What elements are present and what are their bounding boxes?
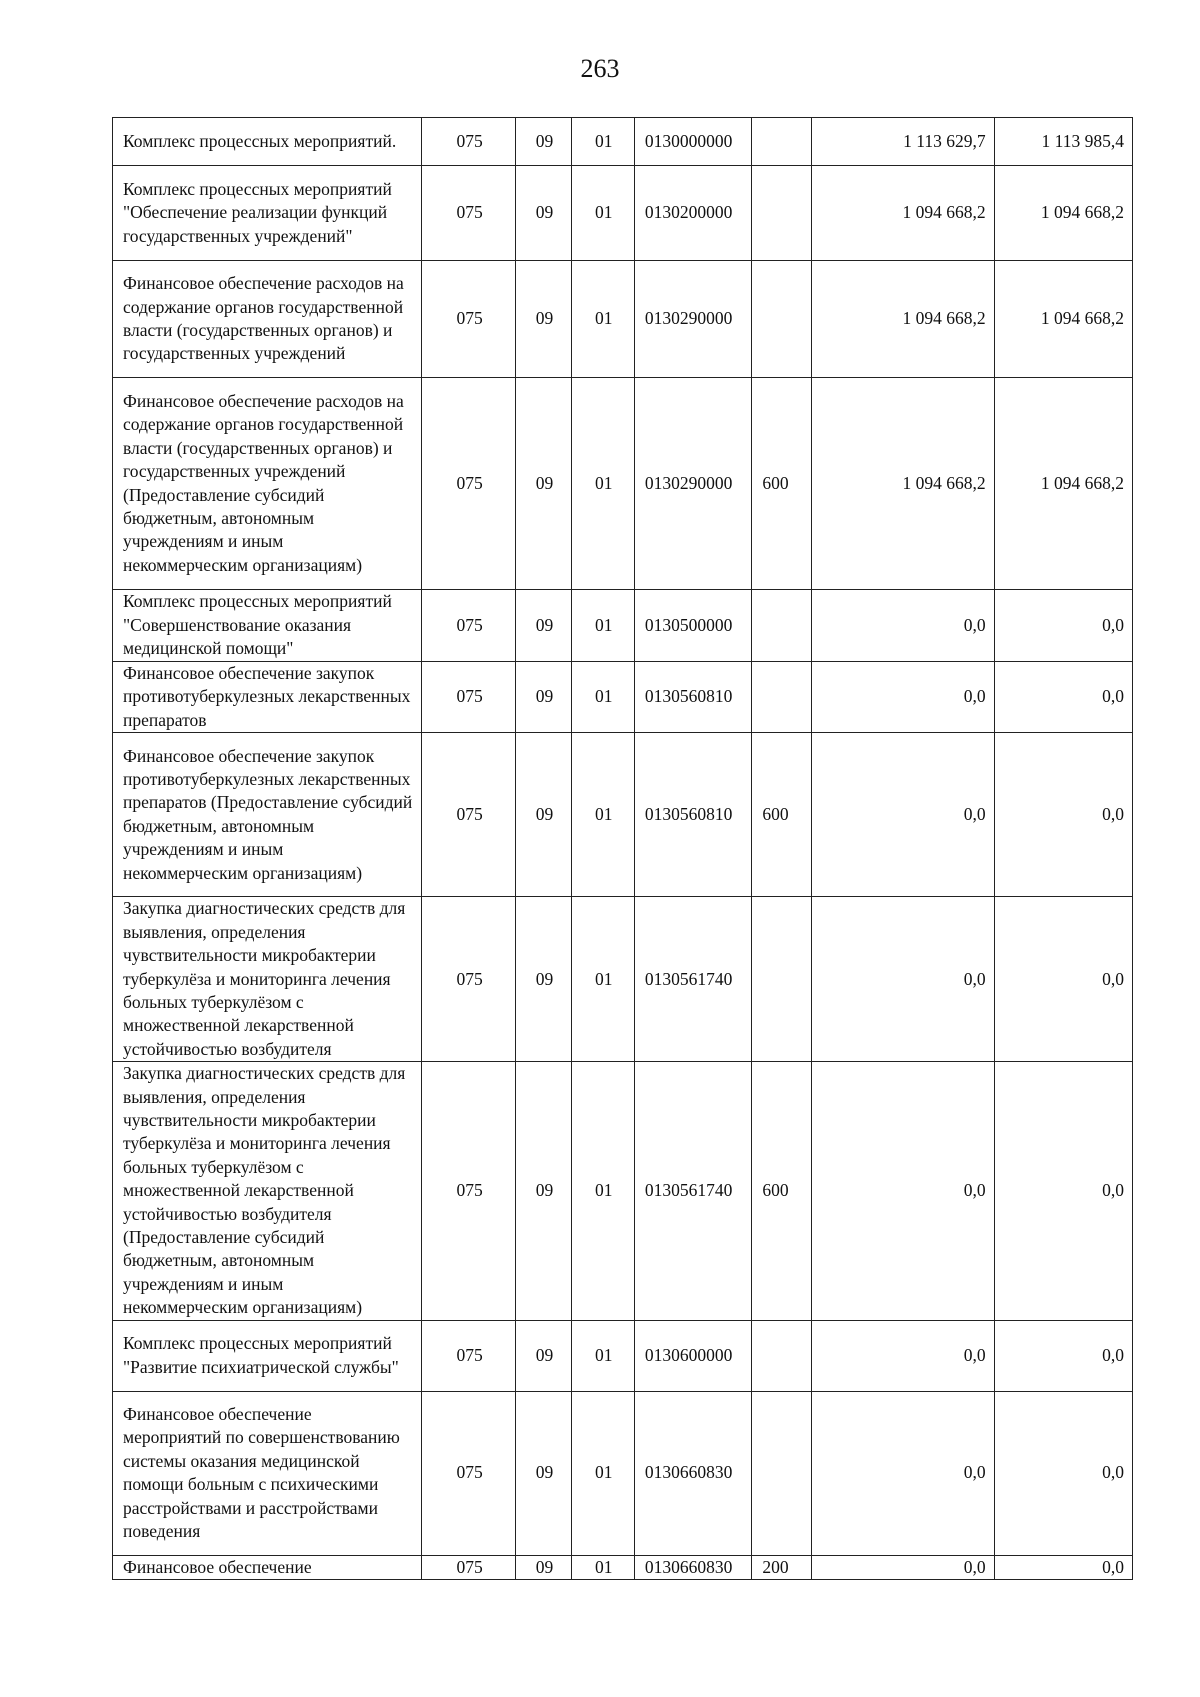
row-name: Комплекс процессных мероприятий "Обеспечение реализации функций государственных учреждений" (113, 166, 422, 261)
ministry-code: 075 (421, 1062, 516, 1320)
amount-year-2: 0,0 (994, 733, 1132, 897)
expense-type-code (752, 1391, 811, 1555)
target-article-code: 0130600000 (634, 1320, 751, 1391)
subsection-code: 01 (571, 378, 634, 590)
amount-year-2: 0,0 (994, 1320, 1132, 1391)
budget-table (112, 117, 1133, 1580)
target-article-code: 0130290000 (634, 261, 751, 378)
expense-type-code: 600 (752, 733, 811, 897)
amount-year-1: 0,0 (811, 1062, 994, 1320)
subsection-code: 01 (571, 733, 634, 897)
table-row (113, 378, 1133, 590)
subsection-code: 01 (571, 118, 634, 166)
target-article-code: 0130561740 (634, 897, 751, 1062)
target-article-code: 0130560810 (634, 662, 751, 733)
target-article-code: 0130200000 (634, 166, 751, 261)
amount-year-2: 0,0 (994, 1555, 1132, 1579)
row-name: Финансовое обеспечение (113, 1555, 422, 1579)
row-name: Финансовое обеспечение расходов на содержание органов государственной власти (государственных органов) и государственных учреждений (Предоставление субсидий бюджетным, автономным учреждениям и иным некоммерческим организациям) (113, 378, 422, 590)
row-name: Закупка диагностических средств для выявления, определения чувствительности микробактерии туберкулёза и мониторинга лечения больных туберкулёзом с множественной лекарственной устойчивостью возбудителя (Предоставление субсидий бюджетным, автономным учреждениям и иным некоммерческим организациям) (113, 1062, 422, 1320)
subsection-code: 01 (571, 166, 634, 261)
page-number: 263 (580, 54, 620, 83)
section-code: 09 (516, 378, 571, 590)
table-row (113, 590, 1133, 662)
section-code: 09 (516, 662, 571, 733)
ministry-code: 075 (421, 662, 516, 733)
amount-year-2: 0,0 (994, 590, 1132, 662)
amount-year-2: 0,0 (994, 897, 1132, 1062)
ministry-code: 075 (421, 1555, 516, 1579)
section-code: 09 (516, 590, 571, 662)
expense-type-code (752, 261, 811, 378)
amount-year-1: 0,0 (811, 662, 994, 733)
amount-year-2: 0,0 (994, 1062, 1132, 1320)
table-row (113, 1391, 1133, 1555)
table-row (113, 1320, 1133, 1391)
amount-year-2: 1 094 668,2 (994, 378, 1132, 590)
subsection-code: 01 (571, 590, 634, 662)
section-code: 09 (516, 166, 571, 261)
amount-year-1: 1 094 668,2 (811, 166, 994, 261)
amount-year-1: 0,0 (811, 1555, 994, 1579)
table-row (113, 261, 1133, 378)
subsection-code: 01 (571, 662, 634, 733)
ministry-code: 075 (421, 590, 516, 662)
table-row (113, 733, 1133, 897)
amount-year-1: 1 094 668,2 (811, 261, 994, 378)
ministry-code: 075 (421, 118, 516, 166)
amount-year-1: 0,0 (811, 733, 994, 897)
subsection-code: 01 (571, 897, 634, 1062)
amount-year-1: 0,0 (811, 590, 994, 662)
expense-type-code (752, 662, 811, 733)
table-row (113, 897, 1133, 1062)
amount-year-2: 0,0 (994, 662, 1132, 733)
amount-year-1: 1 113 629,7 (811, 118, 994, 166)
ministry-code: 075 (421, 1320, 516, 1391)
subsection-code: 01 (571, 261, 634, 378)
ministry-code: 075 (421, 733, 516, 897)
section-code: 09 (516, 118, 571, 166)
subsection-code: 01 (571, 1391, 634, 1555)
row-name: Комплекс процессных мероприятий "Развитие психиатрической службы" (113, 1320, 422, 1391)
amount-year-1: 0,0 (811, 897, 994, 1062)
table-row (113, 118, 1133, 166)
ministry-code: 075 (421, 166, 516, 261)
section-code: 09 (516, 261, 571, 378)
expense-type-code: 600 (752, 378, 811, 590)
expense-type-code: 200 (752, 1555, 811, 1579)
amount-year-2: 1 094 668,2 (994, 166, 1132, 261)
section-code: 09 (516, 1555, 571, 1579)
section-code: 09 (516, 1062, 571, 1320)
target-article-code: 0130660830 (634, 1555, 751, 1579)
ministry-code: 075 (421, 378, 516, 590)
section-code: 09 (516, 733, 571, 897)
row-name: Финансовое обеспечение закупок противотуберкулезных лекарственных препаратов (113, 662, 422, 733)
target-article-code: 0130561740 (634, 1062, 751, 1320)
expense-type-code (752, 897, 811, 1062)
section-code: 09 (516, 897, 571, 1062)
row-name: Финансовое обеспечение мероприятий по совершенствованию системы оказания медицинской помощи больным с психическими расстройствами и расстройствами поведения (113, 1391, 422, 1555)
target-article-code: 0130000000 (634, 118, 751, 166)
amount-year-2: 0,0 (994, 1391, 1132, 1555)
target-article-code: 0130290000 (634, 378, 751, 590)
table-row (113, 662, 1133, 733)
amount-year-2: 1 094 668,2 (994, 261, 1132, 378)
subsection-code: 01 (571, 1062, 634, 1320)
ministry-code: 075 (421, 897, 516, 1062)
row-name: Закупка диагностических средств для выявления, определения чувствительности микробактерии туберкулёза и мониторинга лечения больных туберкулёзом с множественной лекарственной устойчивостью возбудителя (113, 897, 422, 1062)
row-name: Комплекс процессных мероприятий "Совершенствование оказания медицинской помощи" (113, 590, 422, 662)
expense-type-code (752, 1320, 811, 1391)
target-article-code: 0130560810 (634, 733, 751, 897)
table-row (113, 1062, 1133, 1320)
table-row (113, 1555, 1133, 1579)
subsection-code: 01 (571, 1320, 634, 1391)
expense-type-code (752, 166, 811, 261)
amount-year-1: 0,0 (811, 1320, 994, 1391)
amount-year-2: 1 113 985,4 (994, 118, 1132, 166)
amount-year-1: 0,0 (811, 1391, 994, 1555)
row-name: Финансовое обеспечение закупок противотуберкулезных лекарственных препаратов (Предоставление субсидий бюджетным, автономным учреждениям и иным некоммерческим организациям) (113, 733, 422, 897)
target-article-code: 0130500000 (634, 590, 751, 662)
section-code: 09 (516, 1320, 571, 1391)
table-row (113, 166, 1133, 261)
section-code: 09 (516, 1391, 571, 1555)
row-name: Комплекс процессных мероприятий. (113, 118, 422, 166)
expense-type-code (752, 590, 811, 662)
row-name: Финансовое обеспечение расходов на содержание органов государственной власти (государственных органов) и государственных учреждений (113, 261, 422, 378)
target-article-code: 0130660830 (634, 1391, 751, 1555)
amount-year-1: 1 094 668,2 (811, 378, 994, 590)
expense-type-code: 600 (752, 1062, 811, 1320)
subsection-code: 01 (571, 1555, 634, 1579)
ministry-code: 075 (421, 261, 516, 378)
ministry-code: 075 (421, 1391, 516, 1555)
expense-type-code (752, 118, 811, 166)
